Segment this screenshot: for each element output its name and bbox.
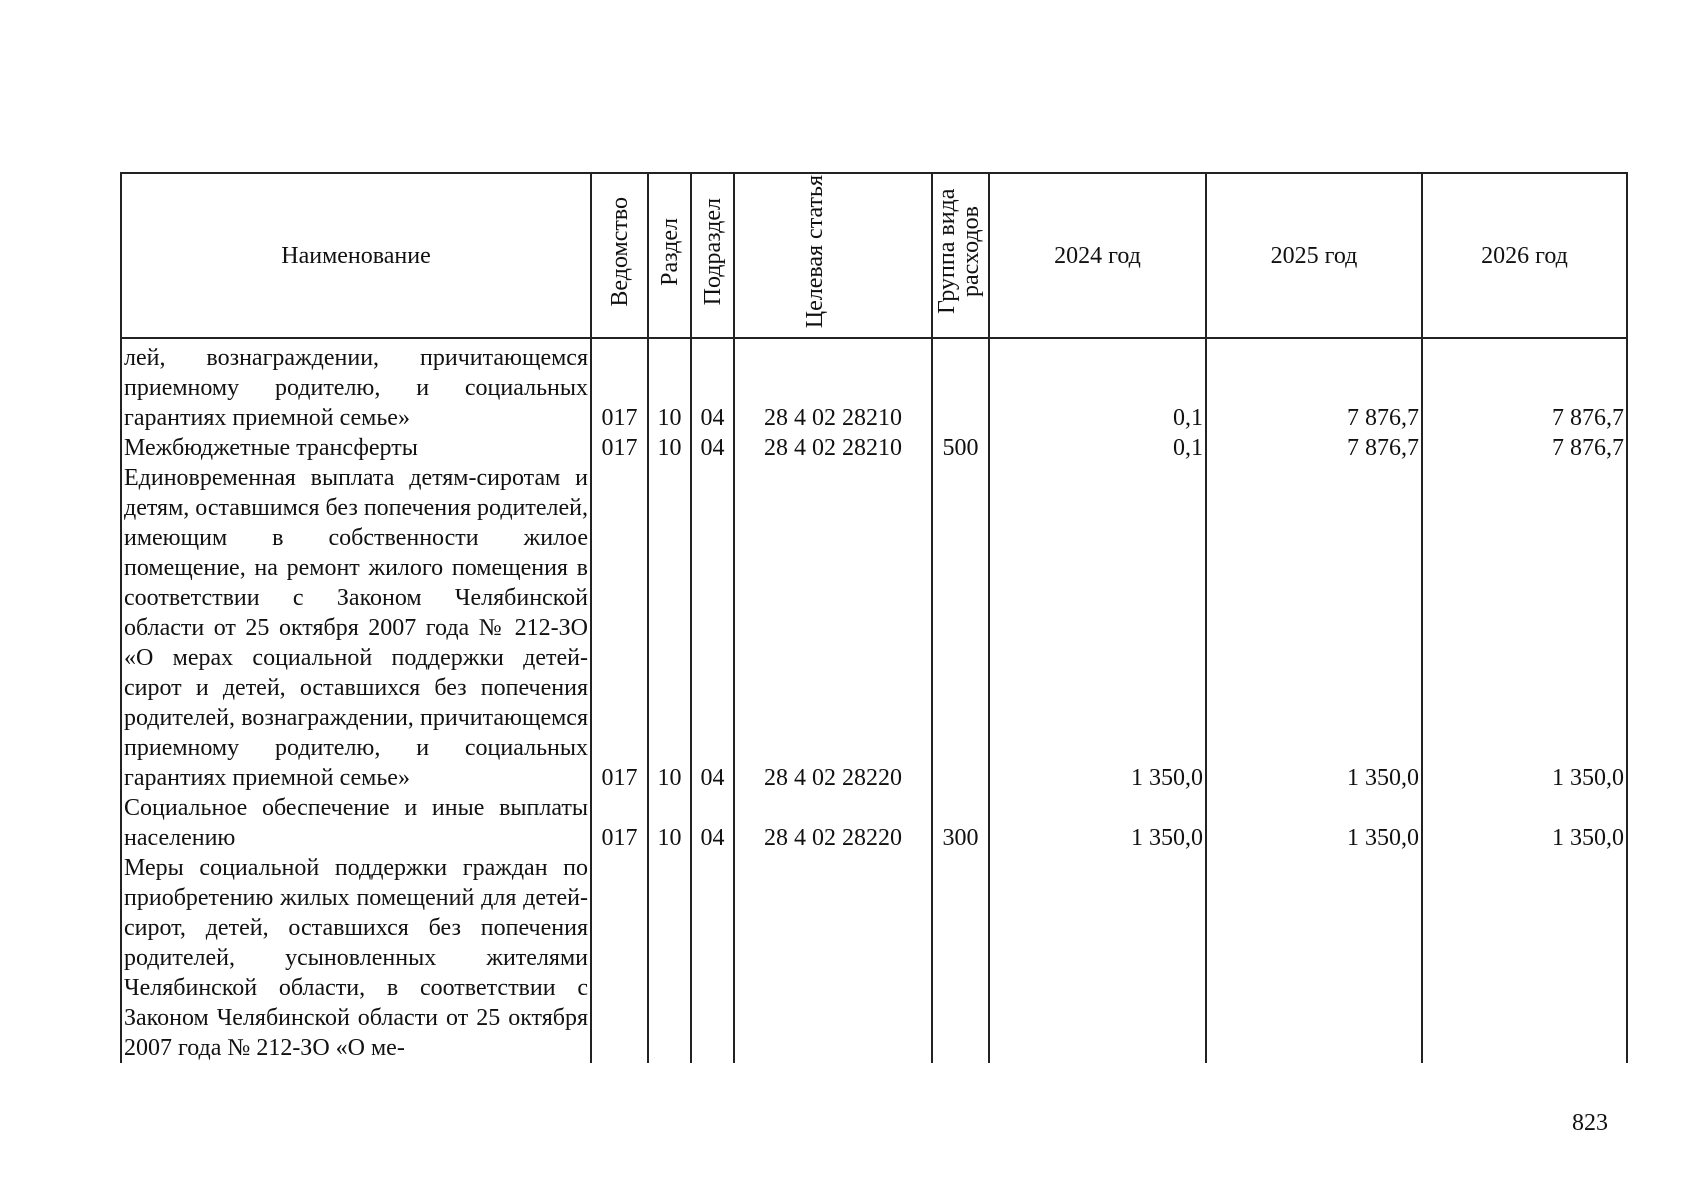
page-number: 823 [1572,1110,1608,1136]
row-2025: 1 350,0 [1206,793,1422,853]
row-razdel: 10 [648,793,691,853]
row-podrazdel: 04 [691,433,734,463]
header-razdel: Раздел [648,173,691,338]
row-2024 [989,853,1206,1063]
row-celevaya-statya: 28 4 02 28210 [734,433,932,463]
row-2024: 0,1 [989,338,1206,433]
row-gruppa: 300 [932,793,989,853]
row-name: Единовременная выплата детям-сиротам и детям, оставшимся без попечения родителей, имеющим в собственности жилое помещение, на ремонт жилого помещения в соответствии с Законом Челябинской области от 25 октября 2007 года № 212-ЗО «О мерах социальной поддержки детей-сирот и детей, оставшихся без попечения родителей, вознаграждении, причитающемся приемному родителю, и социальных гарантиях приемной семье» [121,463,591,793]
header-2026: 2026 год [1422,173,1627,338]
row-celevaya-statya [734,853,932,1063]
row-celevaya-statya: 28 4 02 28210 [734,338,932,433]
row-2025 [1206,853,1422,1063]
table-row [121,433,1627,463]
row-2025: 7 876,7 [1206,338,1422,433]
row-2024: 0,1 [989,433,1206,463]
header-gruppa-vida-rashodov: Группа вида расходов [932,173,989,338]
row-podrazdel: 04 [691,338,734,433]
row-podrazdel: 04 [691,793,734,853]
header-2024: 2024 год [989,173,1206,338]
row-2026: 7 876,7 [1422,338,1627,433]
header-name: Наименование [121,173,591,338]
row-vedomstvo: 017 [591,433,648,463]
header-2025: 2025 год [1206,173,1422,338]
row-name: Социальное обеспечение и иные выплаты населению [121,793,591,853]
row-gruppa [932,463,989,793]
row-celevaya-statya: 28 4 02 28220 [734,463,932,793]
row-vedomstvo: 017 [591,463,648,793]
row-2026: 1 350,0 [1422,463,1627,793]
header-vedomstvo: Ведомство [591,173,648,338]
table-row [121,338,1627,433]
row-razdel [648,853,691,1063]
table-row [121,853,1627,1063]
row-celevaya-statya: 28 4 02 28220 [734,793,932,853]
row-podrazdel [691,853,734,1063]
table-row [121,463,1627,793]
header-podrazdel: Подраздел [691,173,734,338]
row-2025: 1 350,0 [1206,463,1422,793]
row-name: Межбюджетные трансферты [121,433,591,463]
row-2026 [1422,853,1627,1063]
row-2026: 1 350,0 [1422,793,1627,853]
row-2026: 7 876,7 [1422,433,1627,463]
row-name: лей, вознаграждении, причитающемся приемному родителю, и социальных гарантиях приемной семье» [121,338,591,433]
row-razdel: 10 [648,463,691,793]
header-celevaya-statya: Целевая статья [734,173,932,338]
budget-table [120,172,1628,1063]
row-gruppa [932,853,989,1063]
table-header [121,173,1627,338]
row-name: Меры социальной поддержки граждан по приобретению жилых помещений для детей-сирот, детей, оставшихся без попечения родителей, усыновленных жителями Челябинской области, в соответствии с Законом Челябинской области от 25 октября 2007 года № 212-ЗО «О ме- [121,853,591,1063]
row-2024: 1 350,0 [989,463,1206,793]
row-2025: 7 876,7 [1206,433,1422,463]
row-razdel: 10 [648,338,691,433]
row-podrazdel: 04 [691,463,734,793]
row-vedomstvo [591,853,648,1063]
row-razdel: 10 [648,433,691,463]
row-2024: 1 350,0 [989,793,1206,853]
row-gruppa: 500 [932,433,989,463]
row-gruppa [932,338,989,433]
row-vedomstvo: 017 [591,338,648,433]
row-vedomstvo: 017 [591,793,648,853]
table-row [121,793,1627,853]
